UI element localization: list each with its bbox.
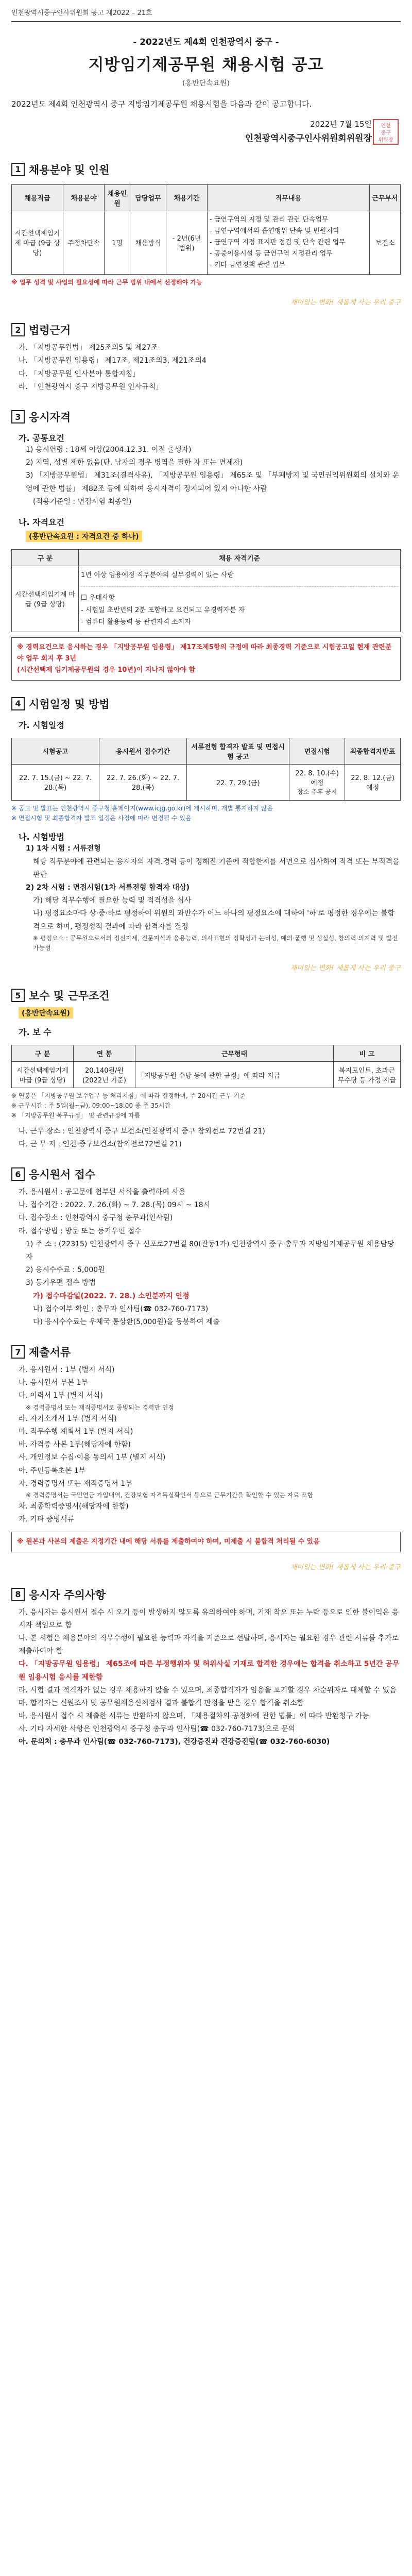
- application-list: 가. 응시원서 : 공고문에 첨부된 서식을 출력하여 사용 나. 접수기간 : 2022. 7. 26.(화) ~ 7. 28.(목) 09시 ~ 18시 다. 접수장소 : 인천광역시 중구청 총무과(인사팀) 라. 접수방법 : 방문 또는 등기우편 접수 1) 주 소 : (22315) 인천광역시 중구 신포로27번길 80(관동1가) 인천광역시 중구 총무과 지방임기제공무원 채용담당자 2) 응시수수료 : 5,000원 3) 등기우편 접수 방법 가) 접수마감일(2022. 7. 28.) 소인분까지 인정 나) 접수여부 확인 : 총무과 인사팀(☎ 032-760-7173) 다) 응시수수료는 우체국 통상환(5,000원)을 동봉하여 제출: [19, 1188, 394, 1326]
- slogan: 재미있는 변화! 새롭게 사는 우리 중구: [290, 299, 401, 307]
- list-item: 1) 응시연령 : 18세 이상(2004.12.31. 이전 출생자): [26, 446, 192, 454]
- schedule-table: 시험공고 응시원서 접수기간 서류전형 합격자 발표 및 면접시험 공고 면접시험 최종합격자발표 22. 7. 15.(금) ~ 22. 7. 28.(목) 22. 7. 26.(화) ~ 22. 7. 28.(목) 22. 7. 29.(금) 22. 8. 10.(수) 예정 장소 추후 공지 22. 8. 12.(금) 예정: [11, 738, 401, 801]
- qualification-notes: ※ 경력요건으로 응시하는 경우 「지방공무원 임용령」 제17조제5항의 규정에 따라 최종경력 기준으로 시험공고일 현재 관련분야 업무 회지 후 3년 (시간선택제 임기제공무원의 경우 10년)이 지나지 않아야 함: [11, 637, 401, 681]
- table-row: 시간선택제임기제 마급 (9급 상당) 1년 이상 임용예정 직무분야의 실무경력이 있는 사람 ☐ 우대사항 - 시험일 초반년의 2분 포함하고 요건되고 유경력자분 자 - 컴퓨터 활용능력 등 관련자격 소지자: [12, 566, 401, 632]
- notice-number: 인천광역시중구인사위원회 공고 제2022 – 21호: [11, 9, 152, 17]
- notice-page: 인천광역시중구인사위원회 공고 제2022 – 21호 - 2022년도 제4회 인천광역시 중구 - 지방임기제공무원 채용시험 공고 (홍반단속요원) 2022년도 제4회 인천광역시 중구 지방임기제공무원 채용시험을 다음과 같이 공고합니다. 2022년 7월 15일 인천광역시중구인사위원회위원장 인천 중구 위원장 1 채용분야 및 인원 채용직급 채용분야 채용인원 담당업무 채용기간 직무내용 근무부서 시간선택제임기제 마급 (9급 상당) 주정차단속 1명 채용방식 - 2년(6년 범위) - 금연구역의 지정 및 관리 관련 단속업무 - 금연구역에서의 흡연행위 단속 및 민원처리 - 금연구역 지정 표지판 점검 및 단속 관련 업무 - 공중이용시설 등 금연구역 지정관리 업무 - 기타 금연정책 관련 업무 보건소 ※ 업무 성격 및 사업의 필요성에 따라 근무 범위 내에서 선정해야 가능 재미있는 변화! 새롭게 사는 우리 중구 2 법령근거 가. 「지방공무원법」 제25조의5 및 제27조 나. 「지방공무원 임용령」 제17조, 제21조의3, 제21조의4 다. 「지방공무원 인사분야 통합지침」 라. 「인천광역시 중구 지방공무원 인사규칙」 3 응시자격 가. 공통요건 1) 응시연령 : 18세 이상(2004.12.31. 이전 출생자) 2) 지역, 성별 제한 없음(단, 남자의 경우 병역을 필한 자 또는 면제자) 3) 「지방공무원법」 제31조(결격사유), 「지방공무원 임용령」 제65조 및 「부패방지 및 국민권익위원회의 설치와 운영에 관한 법률」 제82조 등에 의하여 응시자격이 정지되어 있지 아니한 사람 (적용기준일 : 면접시험 최종일) 나. 자격요건 (홍반단속요원 : 자격요건 중 하나) 구 분 채용 자격기준 시간선택제임기제 마급 (9급 상당) 1년 이상 임용예정 직무분야의 실무경력이 있는 사람 ☐ 우대사항 - 시험일 초반년의 2분 포함하고 요건되고 유경력자분 자 - 컴퓨터 활용능력 등 관련자격 소지자 ※ 경력요건으로 응시하는 경우 「지방공무원 임용령」 제17조제5항의 규정에 따라 최종경력 기준으로 시험공고일 현재 관련분야 업무 회지 후 3년 (시간선택제 임기제공무원의 경우 10년)이 지나지 않아야 함 4 시험일정 및 방법 가. 시험일정 시험공고 응시원서 접수기간 서류전형 합격자 발표 및 면접시험 공고 면접시험 최종합격자발표 22. 7. 15.(금) ~ 22. 7. 28.(목) 22. 7. 26.(화) ~ 22. 7. 28.(목) 22. 7. 29.(금) 22. 8. 10.(수) 예정 장소 추후 공지 22. 8. 12.(금) 예정 ※ 공고 및 발표는 인천광역시 중구청 홈페이지(www.icjg.go.kr)에 게시하며, 개별 통지하지 않음 ※ 면접시험 및 최종합격자 발표 일정은 사정에 따라 변경될 수 있음 나. 시험방법 1) 1차 시험 : 서류전형 해당 직무분야에 관련되는 응시자의 자격․경력 등이 정해진 기준에 적합한지를 서면으로 심사하여 적격 또는 부적격을 판단 2) 2차 시험 : 면접시험(1차 서류전형 합격자 대상) 가) 해당 직무수행에 필요한 능력 및 적격성을 심사 나) 평정요소마다 상·중·하로 평정하여 위원의 과반수가 어느 하나의 평정요소에 대하여 '하'로 평정한 경우에는 불합격으로 하며, 평정성적 결과에 따라 합격자를 결정 ※ 평정요소 : 공무원으로서의 정신자세, 전문지식과 응용능력, 의사표현의 정확성과 논리성, 예의·품행 및 성실성, 창의력·의지력 및 발전 가능성 재미있는 변화! 새롭게 사는 우리 중구 5 보수 및 근무조건 (홍반단속요원) 가. 보 수 구 분 연 봉 근무형태 비 고 시간선택제임기제 마급 (9급 상당) 20,140원/원 (2022년 기준) 「지방공무원 수당 등에 관한 규정」에 따라 지급 복지포인트, 초과근무수당 등 가정 지급 ※ 연봉은 「지방공무원 보수업무 등 처리지침」에 따라 결정하며, 주 20시간 근무 기준 ※ 근무시간 : 주 5일(월~금), 09:00~18:00 중 주 35시간 ※ 「지방공무원 복무규정」 및 관련규정에 따름 나. 근무 장소 : 인천광역시 중구 보건소(인천광역시 중구 참외전로 72번길 21) 다. 근 무 지 : 인천 중구보건소(참외전로72번길 21) 6 응시원서 접수 가. 응시원서 : 공고문에 첨부된 서식을 출력하여 사용 나. 접수기간 : 2022. 7. 26.(화) ~ 7. 28.(목) 09시 ~ 18시 다. 접수장소 : 인천광역시 중구청 총무과(인사팀) 라. 접수방법 : 방문 또는 등기우편 접수 1) 주 소 : (22315) 인천광역시 중구 신포로27번길 80(관동1가) 인천광역시 중구 총무과 지방임기제공무원 채용담당자 2) 응시수수료 : 5,000원 3) 등기우편 접수 방법 가) 접수마감일(2022. 7. 28.) 소인분까지 인정 나) 접수여부 확인 : 총무과 인사팀(☎ 032-760-7173) 다) 응시수수료는 우체국 통상환(5,000원)을 동봉하여 제출 7 제출서류 가. 응시원서 : 1부 (별지 서식) 나. 응시원서 부본 1부 다. 이력서 1부 (별지 서식) ※ 경력증명서 또는 재직증명서로 중빙되는 경력만 인정 라. 자기소개서 1부 (별지 서식) 마. 직무수행 계획서 1부 (별지 서식) 바. 자격증 사본 1부(해당자에 한함) 사. 개인정보 수집·이용 동의서 1부 (별지 서식) 아. 주민등록초본 1부 자. 경력증명서 또는 재직증명서 1부 ※ 경력증명서는 국민연금 가입내역, 건강보험 자격득실확인서 등으로 근무기간을 확인할 수 있는 자료 포함 차. 최종학력증명서(해당자에 한함) 카. 기타 증빙서류 ※ 원본과 사본의 제출은 지정기간 내에 해당 서류를 제출하여야 하며, 미제출 시 불합격 처리될 수 있음 재미있는 변화! 새롭게 사는 우리 중구 8 응시자 주의사항 가. 응시자는 응시원서 접수 시 오기 등이 발생하지 않도록 유의하여야 하며, 기재 착오 또는 누락 등으로 인한 불이익은 응시자 책임으로 함 나. 본 시험은 채용분야의 직무수행에 필요한 능력과 자격을 기준으로 선발하며, 응시자는 필요한 경우 관련 서류를 추가로 제출하여야 함 다. 「지방공무원 임용령」 제65조에 따른 부정행위자 및 허위사실 기재로 합격한 경우에는 합격을 취소하고 5년간 공무원 임용시험 응시를 제한함 라. 시험 결과 적격자가 없는 경우 채용하지 않을 수 있으며, 최종합격자가 임용을 포기할 경우 차순위자로 대체할 수 있음 마. 합격자는 신원조사 및 공무원채용신체검사 결과 불합격 판정을 받은 경우 합격을 취소함 바. 응시원서 접수 시 제출한 서류는 반환하지 않으며, 「채용절차의 공정화에 관한 법률」에 따라 반환청구 가능 사. 기타 자세한 사항은 인천광역시 중구청 총무과 인사팀(☎ 032-760-7173)으로 문의 아. 문의처 : 총무과 인사팀(☎ 032-760-7173), 건강증진과 건강증진팀(☎ 032-760-6030): [0, 0, 412, 2576]
- section-2-title: 2 법령근거: [11, 322, 401, 337]
- cautions-list: 가. 응시자는 응시원서 접수 시 오기 등이 발생하지 않도록 유의하여야 하며, 기재 착오 또는 누락 등으로 인한 불이익은 응시자 책임으로 함 나. 본 시험은 채용분야의 직무수행에 필요한 능력과 자격을 기준으로 선발하며, 응시자는 필요한 경우 관련 서류를 추가로 제출하여야 함 다. 「지방공무원 임용령」 제65조에 따른 부정행위자 및 허위사실 기재로 합격한 경우에는 합격을 취소하고 5년간 공무원 임용시험 응시를 제한함 라. 시험 결과 적격자가 없는 경우 채용하지 않을 수 있으며, 최종합격자가 임용을 포기할 경우 차순위자로 대체할 수 있음 마. 합격자는 신원조사 및 공무원채용신체검사 결과 불합격 판정을 받은 경우 합격을 취소함 바. 응시원서 접수 시 제출한 서류는 반환하지 않으며, 「채용절차의 공정화에 관한 법률」에 따라 반환청구 가능 사. 기타 자세한 사항은 인천광역시 중구청 총무과 인사팀(☎ 032-760-7173)으로 문의 아. 문의처 : 총무과 인사팀(☎ 032-760-7173), 건강증진과 건강증진팀(☎ 032-760-6030): [19, 1608, 400, 1747]
- list-item: 나. 「지방공무원 임용령」 제17조, 제21조의3, 제21조의4: [19, 357, 207, 365]
- signature-block: [11, 118, 401, 146]
- method-title: 나. 시험방법: [19, 832, 64, 842]
- list-item: 2) 지역, 성별 제한 없음(단, 남자의 경우 병역을 필한 자 또는 면제자): [26, 459, 243, 467]
- table-row: 시간선택제임기제 마급 (9급 상당) 주정차단속 1명 채용방식 - 2년(6년 범위) - 금연구역의 지정 및 관리 관련 단속업무 - 금연구역에서의 흡연행위 단속 및 민원처리 - 금연구역 지정 표지판 점검 및 단속 관련 업무 - 공중이용시설 등 금연구역 지정관리 업무 - 기타 금연정책 관련 업무 보건소: [12, 211, 401, 274]
- table-header-row: 채용직급 채용분야 채용인원 담당업무 채용기간 직무내용 근무부서: [12, 184, 401, 211]
- legal-basis-list: [11, 342, 401, 394]
- notice-date: 2022년 7월 15일: [310, 120, 372, 129]
- section-5-title: 5 보수 및 근무조건: [11, 988, 401, 1003]
- table-row: 22. 7. 15.(금) ~ 22. 7. 28.(목) 22. 7. 26.(화) ~ 22. 7. 28.(목) 22. 7. 29.(금) 22. 8. 10.(수) 예정 장소 추후 공지 22. 8. 12.(금) 예정: [12, 764, 401, 800]
- section-1-note: ※ 업무 성격 및 사업의 필요성에 따라 근무 범위 내에서 선정해야 가능: [11, 279, 202, 286]
- slogan: 재미있는 변화! 새롭게 사는 우리 중구: [290, 1563, 401, 1571]
- header-meta: [11, 0, 401, 22]
- list-item: 라. 「인천광역시 중구 지방공무원 인사규칙」: [19, 382, 163, 391]
- list-item: (적용기준일 : 면접시험 최종일): [33, 497, 132, 506]
- section-3-title: 3 응시자격: [11, 409, 401, 425]
- list-item: 3) 「지방공무원법」 제31조(결격사유), 「지방공무원 임용령」 제65조 및 「부패방지 및 국민권익위원회의 설치와 운영에 관한 법률」 제82조 등에 의하여 응시자격이 정지되어 있지 아니한 사람: [26, 471, 400, 493]
- recruitment-table: [11, 184, 401, 275]
- slogan: 재미있는 변화! 새롭게 사는 우리 중구: [290, 964, 401, 973]
- notice-subtitle: - 2022년도 제4회 인천광역시 중구 -: [133, 37, 279, 47]
- list-item: 다. 「지방공무원 인사분야 통합지침」: [19, 369, 140, 378]
- qualification-highlight: (홍반단속요원 : 자격요건 중 하나): [26, 531, 142, 542]
- header-divider: [11, 21, 401, 22]
- section-8-title: 8 응시자 주의사항: [11, 1587, 401, 1602]
- section-7-title: 7 제출서류: [11, 1344, 401, 1360]
- official-seal: 인천 중구 위원장: [373, 119, 399, 145]
- list-item: 가. 「지방공무원법」 제25조의5 및 제27조: [19, 344, 158, 352]
- notice-title: 지방임기제공무원 채용시험 공고: [88, 56, 324, 74]
- section-1-title: 1 채용분야 및 인원: [11, 162, 401, 177]
- qualification-table: 구 분 채용 자격기준 시간선택제임기제 마급 (9급 상당) 1년 이상 임용예정 직무분야의 실무경력이 있는 사람 ☐ 우대사항 - 시험일 초반년의 2분 포함하고 요건되고 유경력자분 자 - 컴퓨터 활용능력 등 관련자격 소지자: [11, 549, 401, 632]
- section-1-number: 1: [11, 163, 25, 176]
- documents-list: 가. 응시원서 : 1부 (별지 서식) 나. 응시원서 부본 1부 다. 이력서 1부 (별지 서식) ※ 경력증명서 또는 재직증명서로 중빙되는 경력만 인정 라. 자기소개서 1부 (별지 서식) 마. 직무수행 계획서 1부 (별지 서식) 바. 자격증 사본 1부(해당자에 한함) 사. 개인정보 수집·이용 동의서 1부 (별지 서식) 아. 주민등록초본 1부 자. 경력증명서 또는 재직증명서 1부 ※ 경력증명서는 국민연금 가입내역, 건강보험 자격득실확인서 등으로 근무기간을 확인할 수 있는 자료 포함 차. 최종학력증명서(해당자에 한함) 카. 기타 증빙서류: [19, 1366, 314, 1524]
- qualification-title: 나. 자격요건: [19, 517, 64, 527]
- salary-table: 구 분 연 봉 근무형태 비 고 시간선택제임기제 마급 (9급 상당) 20,140원/원 (2022년 기준) 「지방공무원 수당 등에 관한 규정」에 따라 지급 복지포인트, 초과근무수당 등 가정 지급: [11, 1045, 401, 1088]
- table-row: 시간선택제임기제 마급 (9급 상당) 20,140원/원 (2022년 기준) 「지방공무원 수당 등에 관한 규정」에 따라 지급 복지포인트, 초과근무수당 등 가정 지급: [12, 1062, 401, 1088]
- intro-text: 2022년도 제4회 인천광역시 중구 지방임기제공무원 채용시험을 다음과 같이 공고합니다.: [11, 99, 312, 109]
- notice-tag: (홍반단속요원): [182, 79, 230, 88]
- section-4-title: 4 시험일정 및 방법: [11, 696, 401, 711]
- schedule-title: 가. 시험일정: [19, 720, 64, 730]
- common-requirements-title: 가. 공통요건: [19, 433, 64, 444]
- documents-note: ※ 원본과 사본의 제출은 지정기간 내에 해당 서류를 제출하여야 하며, 미제출 시 불합격 처리될 수 있음: [11, 1532, 401, 1552]
- issuing-org: 인천광역시중구인사위원회위원장: [245, 133, 372, 144]
- section-6-title: 6 응시원서 접수: [11, 1166, 401, 1182]
